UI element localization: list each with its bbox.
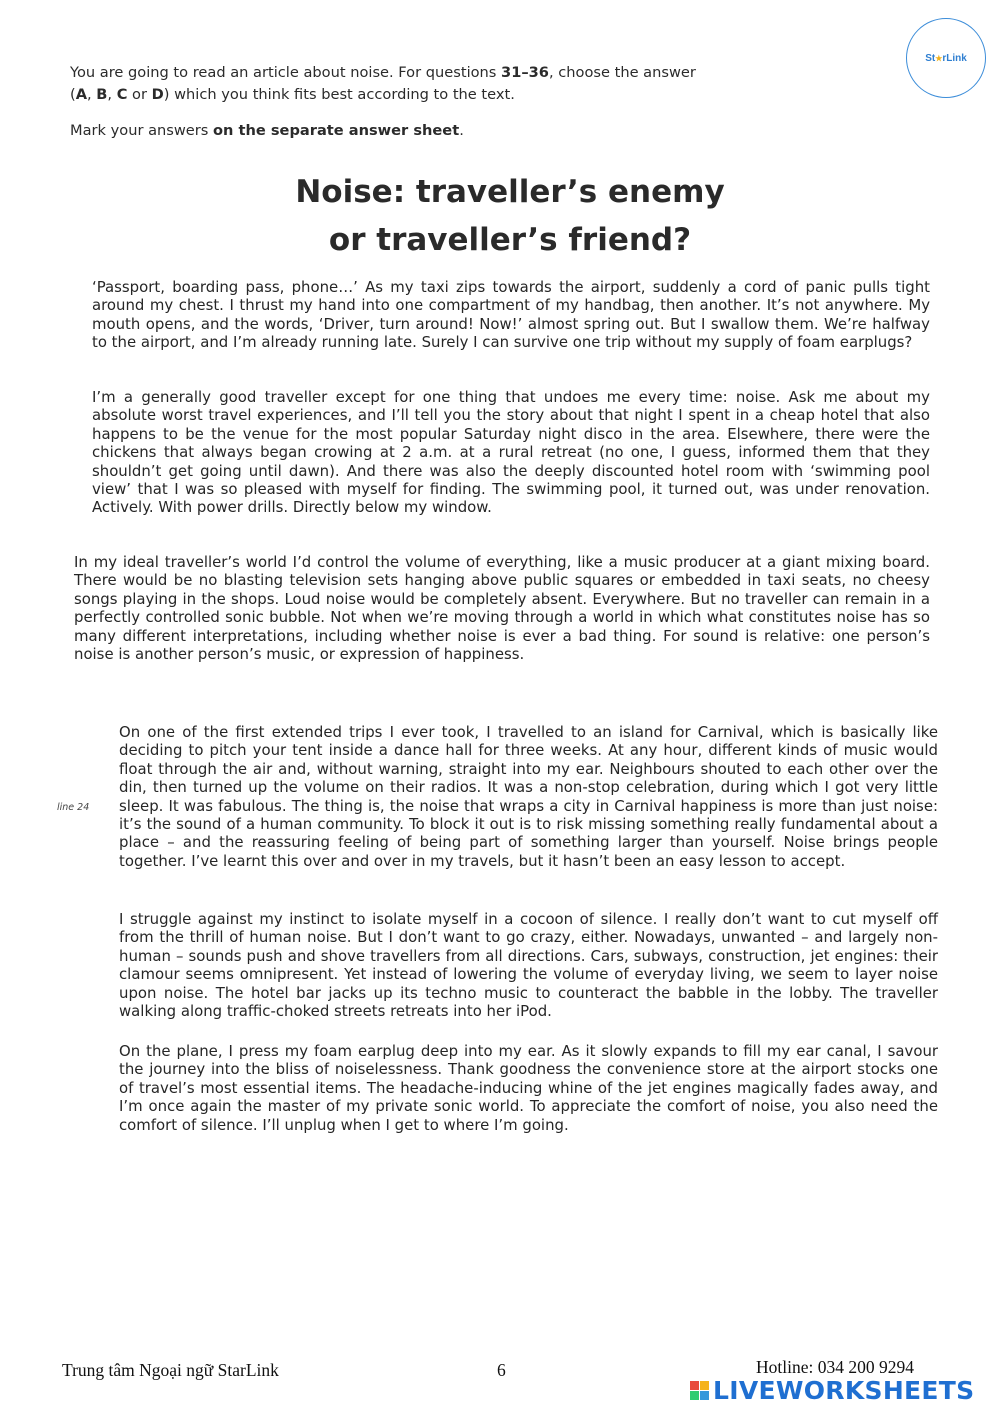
paragraph-4: On one of the first extended trips I ever took, I travelled to an island for Carnival, which is basically like deciding to pitch your tent inside a dance hall for three weeks. At any hour, different kinds of music would float through the air and, without warning, straight into my ear. Neighbours shouted to each other over the din, then turned up the volume on their radios. It was a non-stop celebration, during which I got very little sleep. It was fabulous. The thing is, the noise that wraps a city in Carnival happiness is more than just noise: it’s the sound of a human community. To block it out is to risk missing something really fundamental about a place – and the reassuring feeling of being part of something larger than yourself. Noise brings people together. I’ve learnt this over and over in my travels, but it hasn’t been an easy lesson to accept. bbox=[119, 723, 938, 870]
paragraph-1: ‘Passport, boarding pass, phone…’ As my taxi zips towards the airport, suddenly a cord of panic pulls tight around my chest. I thrust my hand into one compartment of my handbag, then another. It’s not anywhere. My mouth opens, and the words, ‘Driver, turn around! Now!’ almost spring out. But I swallow them. We’re halfway to the airport, and I’m already running late. Surely I can survive one trip without my supply of foam earplugs? bbox=[92, 278, 930, 352]
liveworksheets-wordmark: LIVEWORKSHEETS bbox=[713, 1376, 975, 1405]
liveworksheets-icon bbox=[690, 1381, 709, 1400]
footer-center-name: Trung tâm Ngoại ngữ StarLink bbox=[62, 1360, 279, 1380]
instructions-line-1: You are going to read an article about noise. For questions 31–36, choose the answer (A, B, C or D) which you think fits best according to the text. bbox=[70, 64, 696, 103]
starlink-logo: St ★ rLink bbox=[906, 18, 986, 98]
liveworksheets-logo bbox=[690, 1376, 974, 1405]
star-icon: ★ bbox=[935, 53, 943, 63]
paragraph-2: I’m a generally good traveller except for one thing that undoes me every time: noise. Ask me about my absolute worst travel experiences, and I’ll tell you the story about that night I spent in a cheap hotel that also happens to be the venue for the most popular Saturday night disco in the area. Elsewhere, there were the chickens that always began crowing at 2 a.m. at a rural retreat (no one, I guess, informed them that they shouldn’t get going until dawn). And there was also the deeply discounted hotel room with ‘swimming pool view’ that I was so pleased with myself for finding. The swimming pool, it turned out, was under renovation. Actively. With power drills. Directly below my window. bbox=[92, 388, 930, 517]
paragraph-5: I struggle against my instinct to isolate myself in a cocoon of silence. I really don’t want to cut myself off from the thrill of human noise. But I don’t want to go crazy, either. Nowadays, unwanted – and largely non-human – sounds push and shove travellers from all directions. Cars, subways, construction, jet engines: their clamour seems omnipresent. Yet instead of lowering the volume of everyday living, we seem to layer noise upon noise. The hotel bar jacks up its techno music to counteract the babble in the lobby. The traveller walking along traffic-choked streets retreats into her iPod. bbox=[119, 910, 938, 1021]
instructions-line-2: Mark your answers on the separate answer sheet. bbox=[70, 122, 464, 139]
footer-hotline: Hotline: 034 200 9294 bbox=[756, 1357, 914, 1377]
line-number-marker: line 24 bbox=[57, 802, 90, 813]
paragraph-3: In my ideal traveller’s world I’d control the volume of everything, like a music producer at a giant mixing board. There would be no blasting television sets hanging above public squares or embedded in taxi seats, no cheesy songs playing in the shops. Loud noise would be completely absent. Everywhere. But no traveller can remain in a perfectly controlled sonic bubble. Not when we’re moving through a world in which what constitutes noise has so many different interpretations, including whether noise is ever a bad thing. For sound is relative: one person’s noise is another person’s music, or expression of happiness. bbox=[74, 553, 930, 664]
title-line-2: or traveller’s friend? bbox=[328, 222, 692, 258]
instructions bbox=[70, 62, 710, 156]
title-line-1: Noise: traveller’s enemy bbox=[295, 174, 725, 210]
article-title bbox=[200, 168, 820, 264]
question-range: 31–36 bbox=[501, 64, 549, 81]
paragraph-6: On the plane, I press my foam earplug deep into my ear. As it slowly expands to fill my ear canal, I savour the journey into the bliss of noiselessness. Thank goodness the convenience store at the airport stocks one of travel’s most essential items. The headache-inducing whine of the jet engines magically fades away, and I’m once again the master of my private sonic world. To appreciate the comfort of noise, you also need the comfort of silence. I’ll unplug when I get to where I’m going. bbox=[119, 1042, 938, 1134]
page-number: 6 bbox=[497, 1360, 506, 1380]
